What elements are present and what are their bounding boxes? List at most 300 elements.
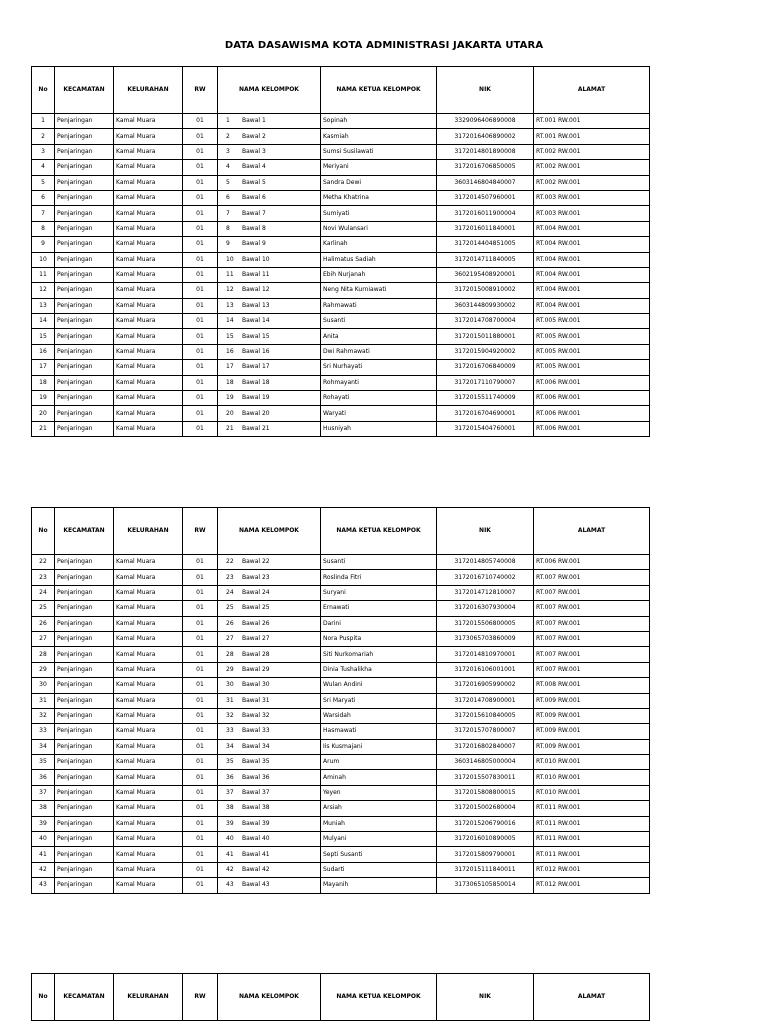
cell-nik: 3602195408920001 (437, 267, 534, 282)
cell-nama-kelompok (218, 601, 321, 616)
cell-nama-kelompok (218, 221, 321, 236)
cell-kelurahan: Kamal Muara (114, 360, 183, 375)
cell-nama-kelompok (218, 785, 321, 800)
cell-nik: 3172015111840011 (437, 862, 534, 877)
kelompok-number: 29 (226, 665, 234, 673)
cell-nama-kelompok (218, 585, 321, 600)
cell-no: 1 (32, 114, 55, 129)
cell-kelurahan: Kamal Muara (114, 878, 183, 893)
cell-nama-ketua: Rohmayanti (321, 375, 437, 390)
cell-no: 37 (32, 785, 55, 800)
cell-kecamatan: Penjaringan (55, 344, 114, 359)
cell-no: 34 (32, 739, 55, 754)
cell-nama-ketua: Wulan Andini (321, 678, 437, 693)
cell-kecamatan: Penjaringan (55, 770, 114, 785)
cell-nik: 3172015404760001 (437, 421, 534, 436)
cell-kecamatan: Penjaringan (55, 375, 114, 390)
cell-nama-ketua: Nora Puspita (321, 631, 437, 646)
cell-nik: 3172016710740002 (437, 570, 534, 585)
kelompok-name: Bawal 17 (242, 363, 270, 371)
cell-rw: 01 (183, 375, 218, 390)
cell-kecamatan: Penjaringan (55, 114, 114, 129)
cell-nik: 3173065105850014 (437, 878, 534, 893)
cell-nik: 3172016010890005 (437, 832, 534, 847)
cell-kecamatan: Penjaringan (55, 785, 114, 800)
table-header-row (32, 974, 650, 1021)
cell-alamat: RT.008 RW.001 (534, 678, 650, 693)
cell-nik: 3172015506800005 (437, 616, 534, 631)
cell-kecamatan: Penjaringan (55, 190, 114, 205)
table-row (32, 585, 650, 600)
table-row (32, 190, 650, 205)
cell-alamat: RT.005 RW.001 (534, 314, 650, 329)
cell-no: 11 (32, 267, 55, 282)
table-header-row (32, 67, 650, 114)
dasawisma-table (31, 973, 650, 1021)
cell-rw: 01 (183, 344, 218, 359)
cell-rw: 01 (183, 114, 218, 129)
cell-no: 5 (32, 175, 55, 190)
cell-kelurahan: Kamal Muara (114, 314, 183, 329)
kelompok-name: Bawal 11 (242, 271, 270, 279)
dasawisma-table (31, 66, 650, 437)
kelompok-name: Bawal 26 (242, 619, 270, 627)
cell-nama-kelompok (218, 114, 321, 129)
cell-kelurahan: Kamal Muara (114, 298, 183, 313)
cell-nama-ketua: Neng Nita Kurniawati (321, 283, 437, 298)
cell-rw: 01 (183, 801, 218, 816)
cell-kelurahan: Kamal Muara (114, 785, 183, 800)
cell-rw: 01 (183, 601, 218, 616)
col-header-nama-kelompok: NAMA KELOMPOK (218, 67, 321, 114)
cell-nama-kelompok (218, 267, 321, 282)
cell-alamat: RT.005 RW.001 (534, 360, 650, 375)
cell-nama-ketua: Mayanih (321, 878, 437, 893)
cell-alamat: RT.006 RW.001 (534, 421, 650, 436)
kelompok-number: 38 (226, 804, 234, 812)
cell-kecamatan: Penjaringan (55, 391, 114, 406)
kelompok-number: 2 (226, 132, 230, 140)
cell-nama-kelompok (218, 129, 321, 144)
cell-kecamatan: Penjaringan (55, 237, 114, 252)
cell-rw: 01 (183, 555, 218, 570)
cell-kelurahan: Kamal Muara (114, 391, 183, 406)
table-row (32, 329, 650, 344)
cell-nama-kelompok (218, 847, 321, 862)
cell-rw: 01 (183, 283, 218, 298)
cell-nama-kelompok (218, 206, 321, 221)
cell-nama-ketua: Aminah (321, 770, 437, 785)
cell-nik: 3172014810970001 (437, 647, 534, 662)
cell-kecamatan: Penjaringan (55, 160, 114, 175)
cell-nama-kelompok (218, 647, 321, 662)
cell-nik: 3172017110790007 (437, 375, 534, 390)
cell-rw: 01 (183, 267, 218, 282)
cell-nik: 3172016106001001 (437, 662, 534, 677)
cell-nama-ketua: Muniah (321, 816, 437, 831)
cell-kelurahan: Kamal Muara (114, 406, 183, 421)
cell-alamat: RT.002 RW.001 (534, 144, 650, 159)
kelompok-name: Bawal 25 (242, 604, 270, 612)
cell-no: 33 (32, 724, 55, 739)
table-body (32, 555, 650, 894)
cell-kelurahan: Kamal Muara (114, 206, 183, 221)
table-row (32, 267, 650, 282)
cell-no: 22 (32, 555, 55, 570)
cell-nik: 3172014708900001 (437, 693, 534, 708)
cell-nama-kelompok (218, 406, 321, 421)
cell-nama-ketua: Yeyen (321, 785, 437, 800)
cell-nama-ketua: Ernawati (321, 601, 437, 616)
cell-kecamatan: Penjaringan (55, 585, 114, 600)
table-row (32, 724, 650, 739)
cell-nik: 3172015511740009 (437, 391, 534, 406)
cell-kelurahan: Kamal Muara (114, 616, 183, 631)
cell-nama-ketua: Waryati (321, 406, 437, 421)
kelompok-number: 3 (226, 147, 230, 155)
cell-nama-ketua: Karlinah (321, 237, 437, 252)
cell-kelurahan: Kamal Muara (114, 344, 183, 359)
kelompok-number: 33 (226, 727, 234, 735)
kelompok-number: 32 (226, 712, 234, 720)
cell-nama-kelompok (218, 344, 321, 359)
cell-alamat: RT.007 RW.001 (534, 616, 650, 631)
kelompok-name: Bawal 33 (242, 727, 270, 735)
cell-alamat: RT.007 RW.001 (534, 662, 650, 677)
cell-kecamatan: Penjaringan (55, 739, 114, 754)
cell-rw: 01 (183, 360, 218, 375)
kelompok-name: Bawal 38 (242, 804, 270, 812)
kelompok-number: 4 (226, 163, 230, 171)
cell-alamat: RT.006 RW.001 (534, 391, 650, 406)
kelompok-number: 23 (226, 573, 234, 581)
table-row (32, 647, 650, 662)
table-row (32, 847, 650, 862)
cell-kelurahan: Kamal Muara (114, 662, 183, 677)
cell-kelurahan: Kamal Muara (114, 375, 183, 390)
cell-nama-kelompok (218, 832, 321, 847)
kelompok-name: Bawal 13 (242, 301, 270, 309)
kelompok-name: Bawal 32 (242, 712, 270, 720)
cell-no: 14 (32, 314, 55, 329)
cell-rw: 01 (183, 862, 218, 877)
cell-kecamatan: Penjaringan (55, 252, 114, 267)
kelompok-name: Bawal 43 (242, 881, 270, 889)
cell-nama-ketua: Dwi Rahmawati (321, 344, 437, 359)
table-row (32, 785, 650, 800)
kelompok-name: Bawal 6 (242, 194, 266, 202)
kelompok-name: Bawal 31 (242, 696, 270, 704)
cell-no: 4 (32, 160, 55, 175)
cell-rw: 01 (183, 693, 218, 708)
cell-kecamatan: Penjaringan (55, 662, 114, 677)
cell-nama-kelompok (218, 662, 321, 677)
cell-kelurahan: Kamal Muara (114, 585, 183, 600)
cell-no: 20 (32, 406, 55, 421)
cell-nama-kelompok (218, 693, 321, 708)
kelompok-number: 39 (226, 819, 234, 827)
cell-nama-kelompok (218, 375, 321, 390)
cell-nama-kelompok (218, 755, 321, 770)
cell-no: 36 (32, 770, 55, 785)
cell-kecamatan: Penjaringan (55, 206, 114, 221)
cell-kelurahan: Kamal Muara (114, 755, 183, 770)
cell-alamat: RT.003 RW.001 (534, 190, 650, 205)
cell-no: 3 (32, 144, 55, 159)
kelompok-number: 9 (226, 240, 230, 248)
cell-no: 28 (32, 647, 55, 662)
col-header-rw: RW (183, 508, 218, 555)
cell-rw: 01 (183, 631, 218, 646)
cell-rw: 01 (183, 662, 218, 677)
cell-nik: 3172015507830011 (437, 770, 534, 785)
table-row (32, 662, 650, 677)
cell-nama-kelompok (218, 190, 321, 205)
cell-alamat: RT.004 RW.001 (534, 221, 650, 236)
kelompok-name: Bawal 27 (242, 635, 270, 643)
cell-kecamatan: Penjaringan (55, 862, 114, 877)
kelompok-name: Bawal 41 (242, 850, 270, 858)
cell-alamat: RT.004 RW.001 (534, 298, 650, 313)
cell-alamat: RT.006 RW.001 (534, 406, 650, 421)
col-header-kelurahan: KELURAHAN (114, 974, 183, 1021)
cell-kelurahan: Kamal Muara (114, 252, 183, 267)
table-header-row (32, 508, 650, 555)
cell-nik: 3172015809790001 (437, 847, 534, 862)
cell-nik: 3172016011840001 (437, 221, 534, 236)
cell-nama-kelompok (218, 144, 321, 159)
kelompok-number: 5 (226, 178, 230, 186)
cell-alamat: RT.011 RW.001 (534, 847, 650, 862)
cell-kecamatan: Penjaringan (55, 847, 114, 862)
cell-nik: 3172014805740008 (437, 555, 534, 570)
kelompok-number: 1 (226, 117, 230, 125)
table-row (32, 739, 650, 754)
kelompok-number: 15 (226, 332, 234, 340)
cell-rw: 01 (183, 678, 218, 693)
table-row (32, 360, 650, 375)
col-header-nama-kelompok: NAMA KELOMPOK (218, 508, 321, 555)
cell-nama-kelompok (218, 570, 321, 585)
cell-rw: 01 (183, 206, 218, 221)
cell-nama-ketua: Mulyani (321, 832, 437, 847)
table-row (32, 770, 650, 785)
col-header-alamat: ALAMAT (534, 508, 650, 555)
kelompok-number: 26 (226, 619, 234, 627)
cell-kecamatan: Penjaringan (55, 267, 114, 282)
kelompok-name: Bawal 30 (242, 681, 270, 689)
cell-alamat: RT.004 RW.001 (534, 283, 650, 298)
cell-nik: 3172016706840009 (437, 360, 534, 375)
cell-no: 12 (32, 283, 55, 298)
cell-nama-ketua: Siti Nurkomariah (321, 647, 437, 662)
cell-rw: 01 (183, 421, 218, 436)
cell-alamat: RT.011 RW.001 (534, 816, 650, 831)
cell-no: 7 (32, 206, 55, 221)
cell-kelurahan: Kamal Muara (114, 678, 183, 693)
kelompok-number: 8 (226, 224, 230, 232)
kelompok-name: Bawal 8 (242, 224, 266, 232)
cell-no: 6 (32, 190, 55, 205)
cell-nama-kelompok (218, 391, 321, 406)
cell-nama-ketua: Sumsi Susilawati (321, 144, 437, 159)
cell-nik: 3172015610840005 (437, 708, 534, 723)
cell-no: 17 (32, 360, 55, 375)
kelompok-number: 22 (226, 558, 234, 566)
cell-nik: 3603144809930002 (437, 298, 534, 313)
cell-rw: 01 (183, 144, 218, 159)
cell-kelurahan: Kamal Muara (114, 221, 183, 236)
kelompok-number: 14 (226, 317, 234, 325)
table-row (32, 160, 650, 175)
cell-nama-kelompok (218, 360, 321, 375)
dasawisma-table (31, 507, 650, 894)
cell-nama-kelompok (218, 421, 321, 436)
col-header-alamat: ALAMAT (534, 67, 650, 114)
cell-kecamatan: Penjaringan (55, 878, 114, 893)
cell-no: 19 (32, 391, 55, 406)
kelompok-number: 27 (226, 635, 234, 643)
table-row (32, 298, 650, 313)
cell-nama-ketua: Susanti (321, 555, 437, 570)
cell-rw: 01 (183, 329, 218, 344)
cell-nama-kelompok (218, 816, 321, 831)
kelompok-name: Bawal 16 (242, 348, 270, 356)
cell-no: 38 (32, 801, 55, 816)
cell-kelurahan: Kamal Muara (114, 832, 183, 847)
cell-kecamatan: Penjaringan (55, 724, 114, 739)
cell-no: 13 (32, 298, 55, 313)
cell-nik: 3172016307930004 (437, 601, 534, 616)
cell-kelurahan: Kamal Muara (114, 847, 183, 862)
cell-no: 30 (32, 678, 55, 693)
kelompok-name: Bawal 18 (242, 378, 270, 386)
table-row (32, 314, 650, 329)
cell-nik: 3172015002680004 (437, 801, 534, 816)
cell-nama-ketua: Anita (321, 329, 437, 344)
cell-no: 39 (32, 816, 55, 831)
cell-alamat: RT.003 RW.001 (534, 206, 650, 221)
col-header-kecamatan: KECAMATAN (55, 974, 114, 1021)
cell-nama-ketua: Arsiah (321, 801, 437, 816)
cell-alamat: RT.010 RW.001 (534, 785, 650, 800)
cell-nik: 3172015904920002 (437, 344, 534, 359)
cell-nik: 3172014712810007 (437, 585, 534, 600)
cell-no: 18 (32, 375, 55, 390)
cell-alamat: RT.005 RW.001 (534, 344, 650, 359)
cell-no: 25 (32, 601, 55, 616)
table-row (32, 391, 650, 406)
cell-alamat: RT.004 RW.001 (534, 252, 650, 267)
cell-alamat: RT.010 RW.001 (534, 770, 650, 785)
col-header-kecamatan: KECAMATAN (55, 508, 114, 555)
cell-alamat: RT.004 RW.001 (534, 267, 650, 282)
kelompok-name: Bawal 22 (242, 558, 270, 566)
kelompok-name: Bawal 24 (242, 588, 270, 596)
cell-nik: 3172014404851005 (437, 237, 534, 252)
table-row (32, 678, 650, 693)
cell-nama-ketua: Meriyani (321, 160, 437, 175)
kelompok-name: Bawal 34 (242, 742, 270, 750)
kelompok-number: 41 (226, 850, 234, 858)
cell-rw: 01 (183, 175, 218, 190)
cell-alamat: RT.007 RW.001 (534, 601, 650, 616)
kelompok-number: 19 (226, 394, 234, 402)
cell-alamat: RT.007 RW.001 (534, 647, 650, 662)
kelompok-number: 7 (226, 209, 230, 217)
cell-alamat: RT.004 RW.001 (534, 237, 650, 252)
cell-kecamatan: Penjaringan (55, 360, 114, 375)
cell-kelurahan: Kamal Muara (114, 862, 183, 877)
cell-alamat: RT.009 RW.001 (534, 739, 650, 754)
table-row (32, 129, 650, 144)
cell-rw: 01 (183, 252, 218, 267)
cell-rw: 01 (183, 832, 218, 847)
cell-nik: 3172016011900004 (437, 206, 534, 221)
cell-kelurahan: Kamal Muara (114, 283, 183, 298)
cell-nik: 3172015008910002 (437, 283, 534, 298)
table-row (32, 237, 650, 252)
kelompok-number: 28 (226, 650, 234, 658)
col-header-nama-kelompok: NAMA KELOMPOK (218, 974, 321, 1021)
col-header-nik: NIK (437, 508, 534, 555)
table-row (32, 862, 650, 877)
cell-nama-kelompok (218, 678, 321, 693)
cell-rw: 01 (183, 816, 218, 831)
cell-no: 23 (32, 570, 55, 585)
cell-kecamatan: Penjaringan (55, 570, 114, 585)
kelompok-number: 20 (226, 409, 234, 417)
cell-nama-ketua: Halimatus Sadiah (321, 252, 437, 267)
cell-nama-ketua: Hasmawati (321, 724, 437, 739)
cell-nik: 3172014507960001 (437, 190, 534, 205)
cell-kelurahan: Kamal Muara (114, 739, 183, 754)
cell-rw: 01 (183, 406, 218, 421)
document-title: DATA DASAWISMA KOTA ADMINISTRASI JAKARTA UTARA (224, 40, 544, 51)
cell-alamat: RT.001 RW.001 (534, 129, 650, 144)
cell-nama-kelompok (218, 175, 321, 190)
col-header-rw: RW (183, 67, 218, 114)
cell-nik: 3172014708700004 (437, 314, 534, 329)
cell-kecamatan: Penjaringan (55, 816, 114, 831)
kelompok-name: Bawal 9 (242, 240, 266, 248)
cell-nik: 3172015011880001 (437, 329, 534, 344)
kelompok-name: Bawal 2 (242, 132, 266, 140)
cell-nik: 3172015707800007 (437, 724, 534, 739)
kelompok-name: Bawal 7 (242, 209, 266, 217)
cell-kelurahan: Kamal Muara (114, 129, 183, 144)
cell-kelurahan: Kamal Muara (114, 555, 183, 570)
cell-rw: 01 (183, 129, 218, 144)
cell-kecamatan: Penjaringan (55, 555, 114, 570)
kelompok-name: Bawal 10 (242, 255, 270, 263)
cell-alamat: RT.002 RW.001 (534, 160, 650, 175)
cell-nama-ketua: Husniyah (321, 421, 437, 436)
cell-alamat: RT.007 RW.001 (534, 585, 650, 600)
cell-nama-ketua: Kasmiah (321, 129, 437, 144)
table-row (32, 406, 650, 421)
cell-no: 9 (32, 237, 55, 252)
kelompok-number: 25 (226, 604, 234, 612)
kelompok-number: 42 (226, 866, 234, 873)
kelompok-name: Bawal 28 (242, 650, 270, 658)
cell-no: 8 (32, 221, 55, 236)
cell-kecamatan: Penjaringan (55, 755, 114, 770)
col-header-kecamatan: KECAMATAN (55, 67, 114, 114)
cell-no: 16 (32, 344, 55, 359)
cell-kelurahan: Kamal Muara (114, 144, 183, 159)
cell-nama-kelompok (218, 329, 321, 344)
